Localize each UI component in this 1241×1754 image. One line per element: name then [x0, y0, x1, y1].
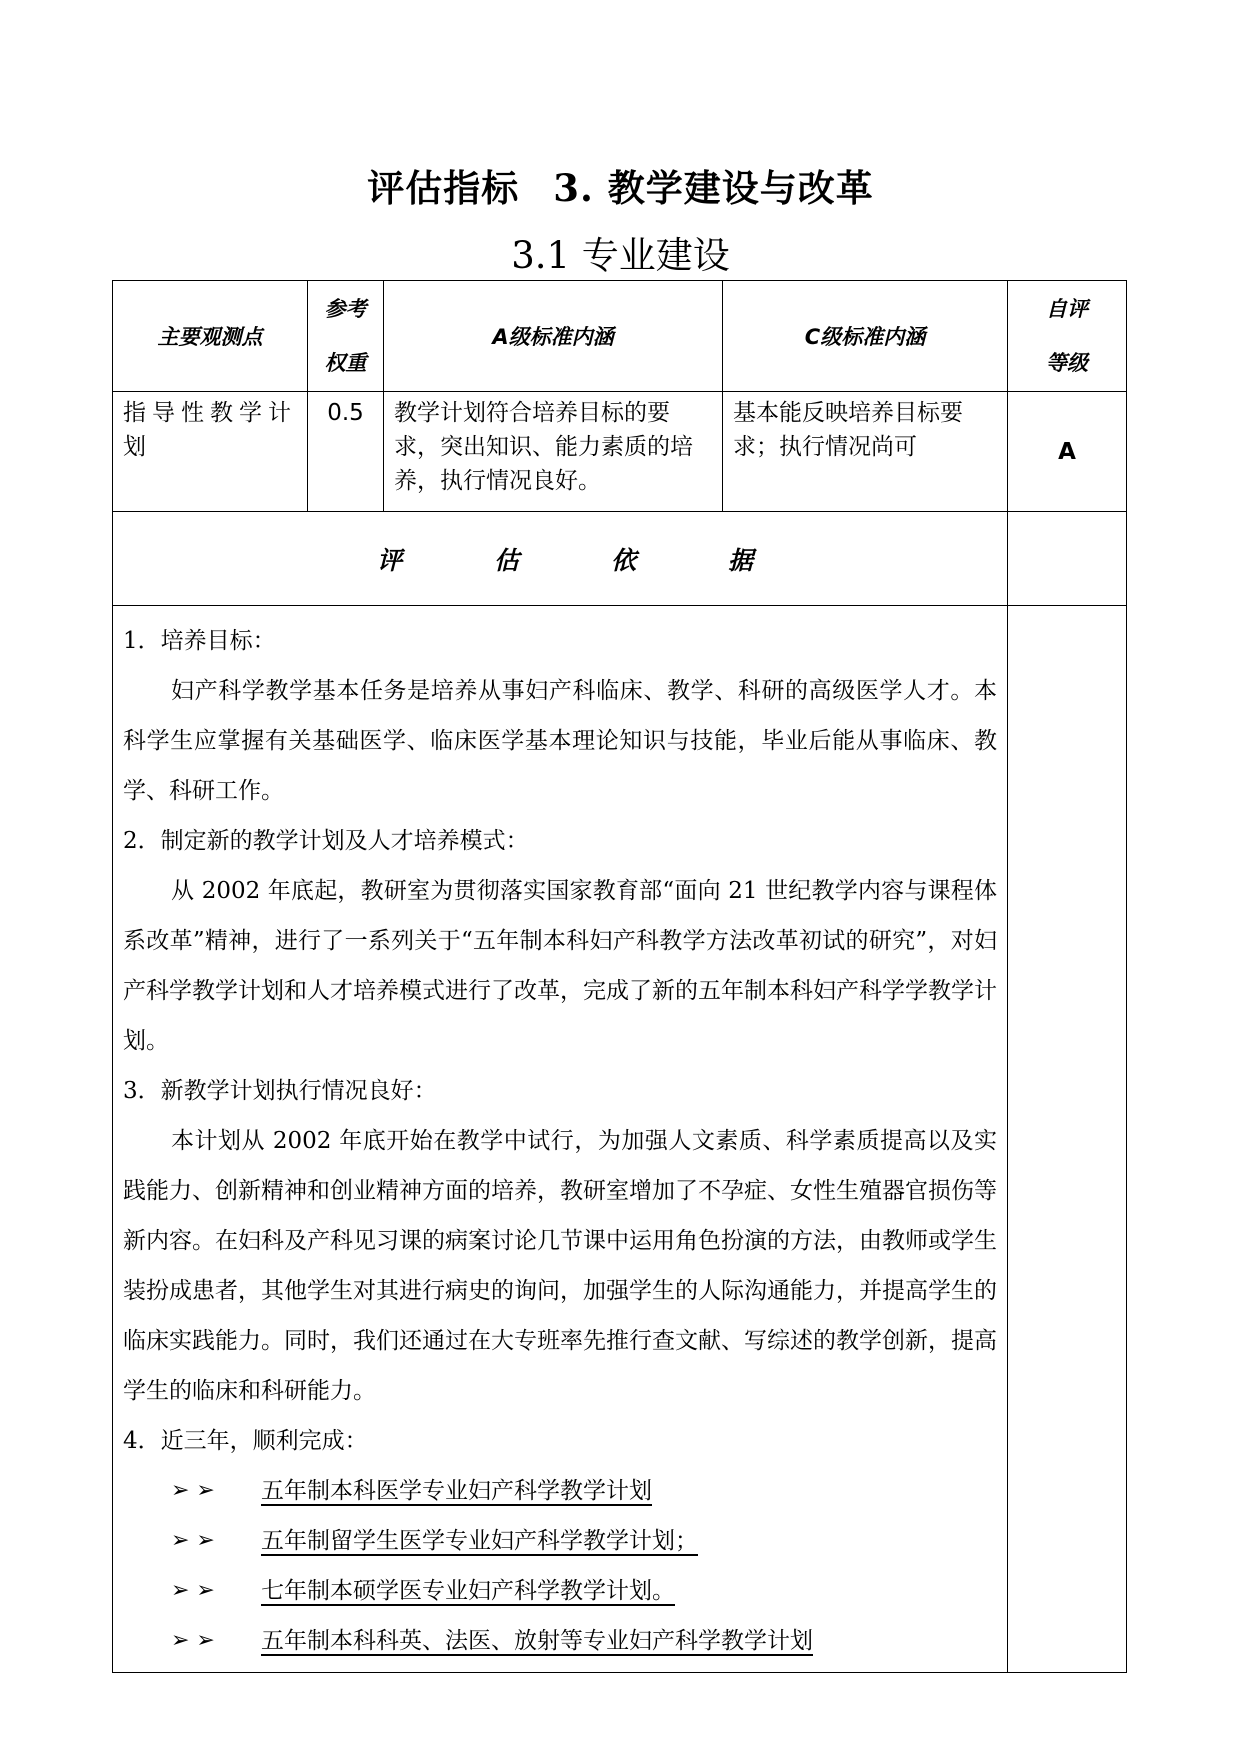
col-weight: [308, 281, 384, 392]
col-self-grade: [1008, 281, 1127, 392]
basis-row: [113, 512, 1127, 606]
col-weight-line2: 权重: [324, 351, 367, 375]
section-text: 本计划从 2002 年底开始在教学中试行，为加强人文素质、科学素质提高以及实践能力、创新精神和创业精神方面的培养，教研室增加了不孕症、女性生殖器官损伤等新内容。在妇科及产科见习课的病案讨论几节课中运用角色扮演的方法，由教师或学生装扮成患者，其他学生对其进行病史的询问，加强学生的人际沟通能力，并提高学生的临床实践能力。同时，我们还通过在大专班率先推行查文献、写综述的教学创新，提高学生的临床和科研能力。: [123, 1128, 997, 1404]
list-item-text: 五年制本科科英、法医、放射等专业妇产科学教学计划: [261, 1628, 813, 1654]
content-empty-cell: [1008, 606, 1127, 1673]
header-row: [113, 281, 1127, 392]
section-heading: 2．制定新的教学计划及人才培养模式：: [123, 828, 529, 854]
evaluation-table: [112, 280, 1127, 1673]
section-heading: 1．培养目标：: [123, 628, 276, 654]
section-text: 妇产科学教学基本任务是培养从事妇产科临床、教学、科研的高级医学人才。本科学生应掌握有关基础医学、临床医学基本理论知识与技能，毕业后能从事临床、教学、科研工作。: [123, 678, 997, 804]
table-row: [113, 392, 1127, 512]
col-weight-line1: 参考: [324, 297, 367, 321]
basis-char: 评: [376, 545, 402, 575]
list-item: [123, 1466, 997, 1516]
col-self-line2: 等级: [1046, 351, 1088, 375]
content-row: [113, 606, 1127, 1673]
bullet-arrow-icon: ➢ ➢: [171, 1628, 215, 1653]
col-observation-point: 主要观测点: [113, 281, 308, 392]
col-c-level: C级标准内涵: [723, 281, 1008, 392]
content-cell: [113, 606, 1008, 1673]
cell-c-level: 基本能反映培养目标要求；执行情况尚可: [723, 392, 1008, 512]
basis-heading: [113, 541, 1007, 577]
section-heading: 4．近三年，顺利完成：: [123, 1428, 368, 1454]
title-label: 评估指标: [367, 166, 520, 210]
bullet-arrow-icon: ➢ ➢: [171, 1578, 215, 1603]
basis-char: 依: [611, 545, 637, 575]
basis-char: 据: [728, 545, 754, 575]
col-a-level: A级标准内涵: [384, 281, 723, 392]
page-title: [0, 158, 1241, 212]
list-item: [123, 1616, 997, 1666]
cell-observation-point: 指导性教学计划: [113, 392, 308, 512]
cell-a-level: 教学计划符合培养目标的要求，突出知识、能力素质的培养，执行情况良好。: [384, 392, 723, 512]
list-item-text: 七年制本硕学医专业妇产科学教学计划。: [261, 1578, 675, 1604]
list-item-text: 五年制本科医学专业妇产科学教学计划: [261, 1478, 652, 1504]
section-text: 从 2002 年底起，教研室为贯彻落实国家教育部“面向 21 世纪教学内容与课程体系改革”精神，进行了一系列关于“五年制本科妇产科教学方法改革初试的研究”，对妇产科学教学计划和人才培养模式进行了改革，完成了新的五年制本科妇产科学学教学计划。: [123, 878, 997, 1054]
bullet-arrow-icon: ➢ ➢: [171, 1528, 215, 1553]
basis-char: 估: [493, 545, 519, 575]
title-section: 3. 教学建设与改革: [553, 166, 874, 210]
list-item: [123, 1516, 997, 1566]
basis-empty-cell: [1008, 512, 1127, 606]
section-heading: 3．新教学计划执行情况良好：: [123, 1078, 437, 1104]
list-item-text: 五年制留学生医学专业妇产科学教学计划；: [261, 1528, 698, 1554]
basis-heading-cell: [113, 512, 1008, 606]
list-item: [123, 1566, 997, 1616]
cell-weight: 0.5: [308, 392, 384, 512]
col-self-line1: 自评: [1046, 297, 1088, 321]
page-subtitle: 3.1 专业建设: [511, 234, 730, 277]
bullet-arrow-icon: ➢ ➢: [171, 1478, 215, 1503]
cell-grade: A: [1008, 392, 1127, 512]
